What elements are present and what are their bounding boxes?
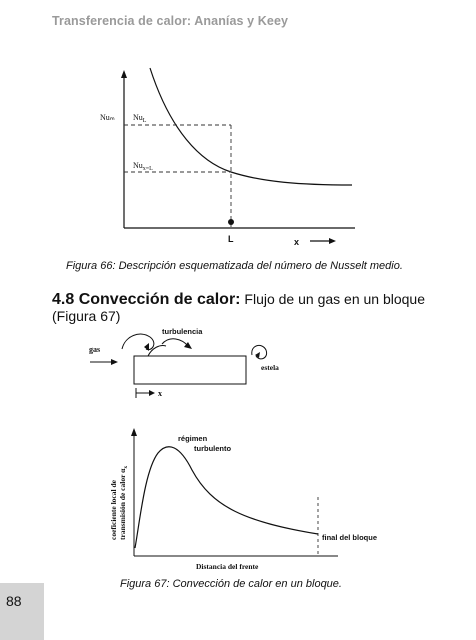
fig67-regime-label: régimen turbulento xyxy=(178,434,232,453)
fig66-y-axis-label: Nuₘ xyxy=(100,113,115,122)
fig67-wake-label: estela xyxy=(261,363,279,372)
figure-66-caption: Figura 66: Descripción esquematizada del número de Nusselt medio. xyxy=(66,260,403,272)
fig66-x-axis-label: x xyxy=(294,237,300,247)
fig66-label-nu-xL: $Nu_{x=L}$ xyxy=(133,161,153,172)
fig67-turbulence-label: turbulencia xyxy=(162,327,203,336)
fig67-x-label: x xyxy=(158,389,162,398)
fig67-block-end-label: final del bloque xyxy=(322,533,378,542)
fig67-coefficient-curve xyxy=(135,447,318,548)
fig67-y-axis-label: coeficiente local de transmisión de calor $\alpha_x$ xyxy=(109,465,129,540)
page-number-tab xyxy=(0,583,44,640)
page-number: 88 xyxy=(6,593,22,609)
fig67-gas-label: gas xyxy=(89,345,101,354)
fig67-x-axis-label: Distancia del frente xyxy=(196,562,259,571)
fig67-y-axis-arrow xyxy=(131,428,137,436)
section-title: 4.8 Convección de calor: xyxy=(52,291,241,308)
fig66-label-nu-L: $Nu_L$ xyxy=(133,113,147,124)
running-header: Transferencia de calor: Ananías y Keey xyxy=(52,14,289,28)
figure-67-caption: Figura 67: Convección de calor en un bloque. xyxy=(120,578,342,590)
fig66-x-marker-label: L xyxy=(228,234,234,244)
section-reference: (Figura 67) xyxy=(52,308,121,324)
section-subtitle: Flujo de un gas en un bloque xyxy=(244,291,425,307)
